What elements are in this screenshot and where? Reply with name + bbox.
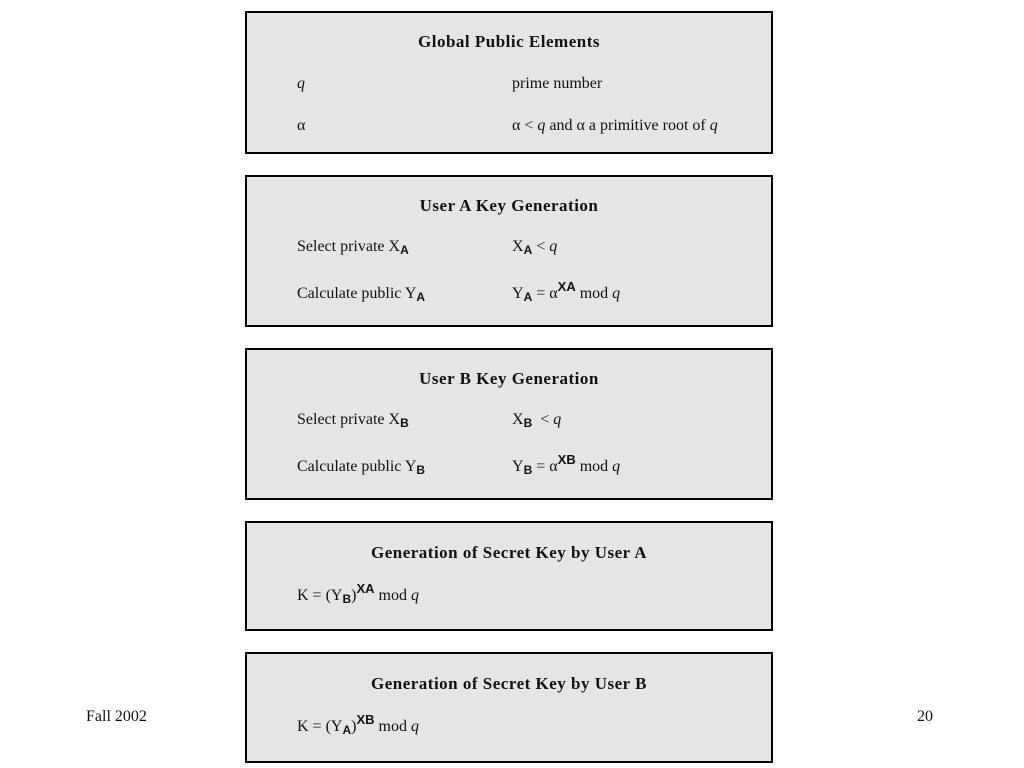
panel-title-user-a: User A Key Generation [419,196,599,215]
user-a-calc-label: Calculate public YA [297,285,426,304]
panel-title-user-b: User B Key Generation [419,369,599,388]
row-secret-a-formula [247,581,771,609]
user-b-select-label: Select private XB [297,411,409,430]
footer-date: Fall 2002 [86,708,147,725]
alpha-symbol: α [297,117,306,134]
user-b-calc-expression: YB = $\alpha^{XB}$ mod q [512,452,621,477]
user-b-select-expression: XB < q [512,411,562,430]
slide-number: 20 [917,708,933,725]
panel-secret-key-user-b [245,652,773,763]
row-secret-b-formula [247,712,771,740]
panel-global-public-elements [245,11,773,154]
q-description: prime number [512,75,603,92]
q-symbol: q [297,75,305,92]
panel-title-secret-a: Generation of Secret Key by User A [370,543,648,562]
row-user-a-select [247,238,771,260]
secret-b-formula: K = (YA)$^{XB}$ mod q [297,712,419,737]
row-user-b-calc [247,452,771,480]
alpha-description: α < q and α a primitive root of q [512,117,718,134]
user-b-calc-label: Calculate public YB [297,458,426,477]
panel-user-a-key-generation [245,175,773,327]
row-user-a-calc [247,279,771,307]
row-q [247,75,771,97]
panel-title-global: Global Public Elements [418,32,600,51]
user-a-calc-expression: YA = $\alpha^{XA}$ mod q [512,279,621,304]
user-a-select-label: Select private XA [297,238,409,257]
panel-secret-key-user-a [245,521,773,631]
row-user-b-select [247,411,771,433]
row-alpha [247,117,771,139]
panel-title-secret-b: Generation of Secret Key by User B [370,674,648,693]
panel-user-b-key-generation [245,348,773,500]
secret-a-formula: K = (YB)$^{XA}$ mod q [297,581,419,606]
user-a-select-expression: XA < q [512,238,558,257]
